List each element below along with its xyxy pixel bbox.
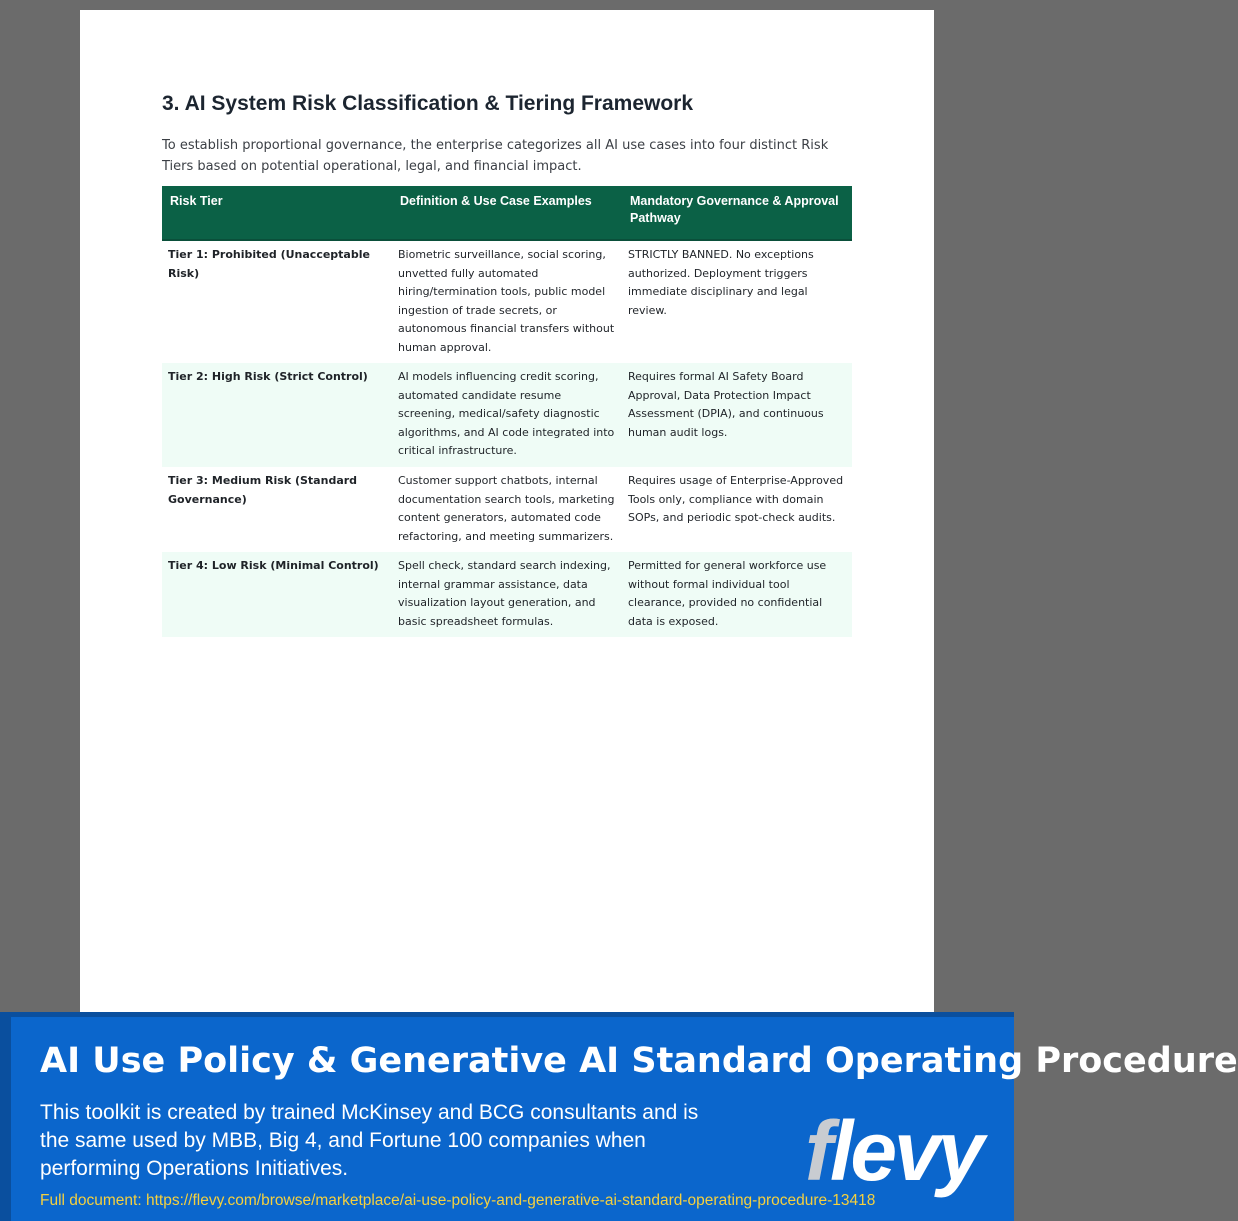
- tier-cell: Tier 1: Prohibited (Unacceptable Risk): [168, 248, 370, 280]
- table-header-row: [162, 186, 852, 240]
- tier-cell: Tier 3: Medium Risk (Standard Governance): [168, 474, 358, 506]
- definition-cell: Spell check, standard search indexing, internal grammar assistance, data visualization layout generation, and basic spreadsheet formulas.: [392, 552, 622, 637]
- header-governance: Mandatory Governance & Approval Pathway: [622, 186, 852, 240]
- tier-cell: Tier 4: Low Risk (Minimal Control): [162, 552, 392, 637]
- definition-cell: AI models influencing credit scoring, automated candidate resume screening, medical/safety diagnostic algorithms, and AI code integrated into critical infrastructure.: [392, 363, 622, 467]
- governance-cell: Requires formal AI Safety Board Approval, Data Protection Impact Assessment (DPIA), and continuous human audit logs.: [622, 363, 852, 467]
- banner-accent-strip: [0, 1017, 11, 1221]
- logo-letters-rest: levy: [829, 1104, 982, 1198]
- full-document-link[interactable]: Full document: https://flevy.com/browse/marketplace/ai-use-policy-and-generative-ai-standard-operating-procedure-13418: [40, 1192, 876, 1209]
- promo-banner: [0, 1012, 1238, 1221]
- definition-cell: Biometric surveillance, social scoring, unvetted fully automated hiring/termination tools, public model ingestion of trade secrets, or autonomous financial transfers without human approval.: [398, 248, 615, 354]
- header-risk-tier: Risk Tier: [162, 186, 392, 240]
- table-row: [162, 363, 852, 467]
- definition-cell: Customer support chatbots, internal documentation search tools, marketing content generators, automated code refactoring, and meeting summarizers.: [398, 474, 615, 543]
- governance-cell: Requires usage of Enterprise-Approved Tools only, compliance with domain SOPs, and periodic spot-check audits.: [628, 474, 844, 524]
- intro-paragraph: To establish proportional governance, the enterprise categorizes all AI use cases into four distinct Risk Tiers based on potential operational, legal, and financial impact.: [162, 138, 829, 174]
- governance-cell: STRICTLY BANNED. No exceptions authorized. Deployment triggers immediate disciplinary and legal review.: [628, 248, 814, 317]
- logo-letter-f: f: [805, 1104, 830, 1198]
- banner-description: This toolkit is created by trained McKinsey and BCG consultants and is the same used by MBB, Big 4, and Fortune 100 companies when performing Operations Initiatives.: [40, 1101, 699, 1180]
- risk-tier-table: [162, 186, 852, 637]
- document-page: [80, 10, 934, 1012]
- section-heading: 3. AI System Risk Classification & Tiering Framework: [162, 92, 694, 115]
- table-row: [162, 552, 852, 637]
- flevy-logo[interactable]: [805, 1104, 982, 1198]
- banner-title: AI Use Policy & Generative AI Standard Operating Procedure: [40, 1041, 1238, 1081]
- governance-cell: Permitted for general workforce use without formal individual tool clearance, provided no confidential data is exposed.: [622, 552, 852, 637]
- tier-cell: Tier 2: High Risk (Strict Control): [162, 363, 392, 467]
- table-row: [162, 467, 852, 552]
- table-row: [162, 240, 852, 363]
- header-definition: Definition & Use Case Examples: [392, 186, 622, 240]
